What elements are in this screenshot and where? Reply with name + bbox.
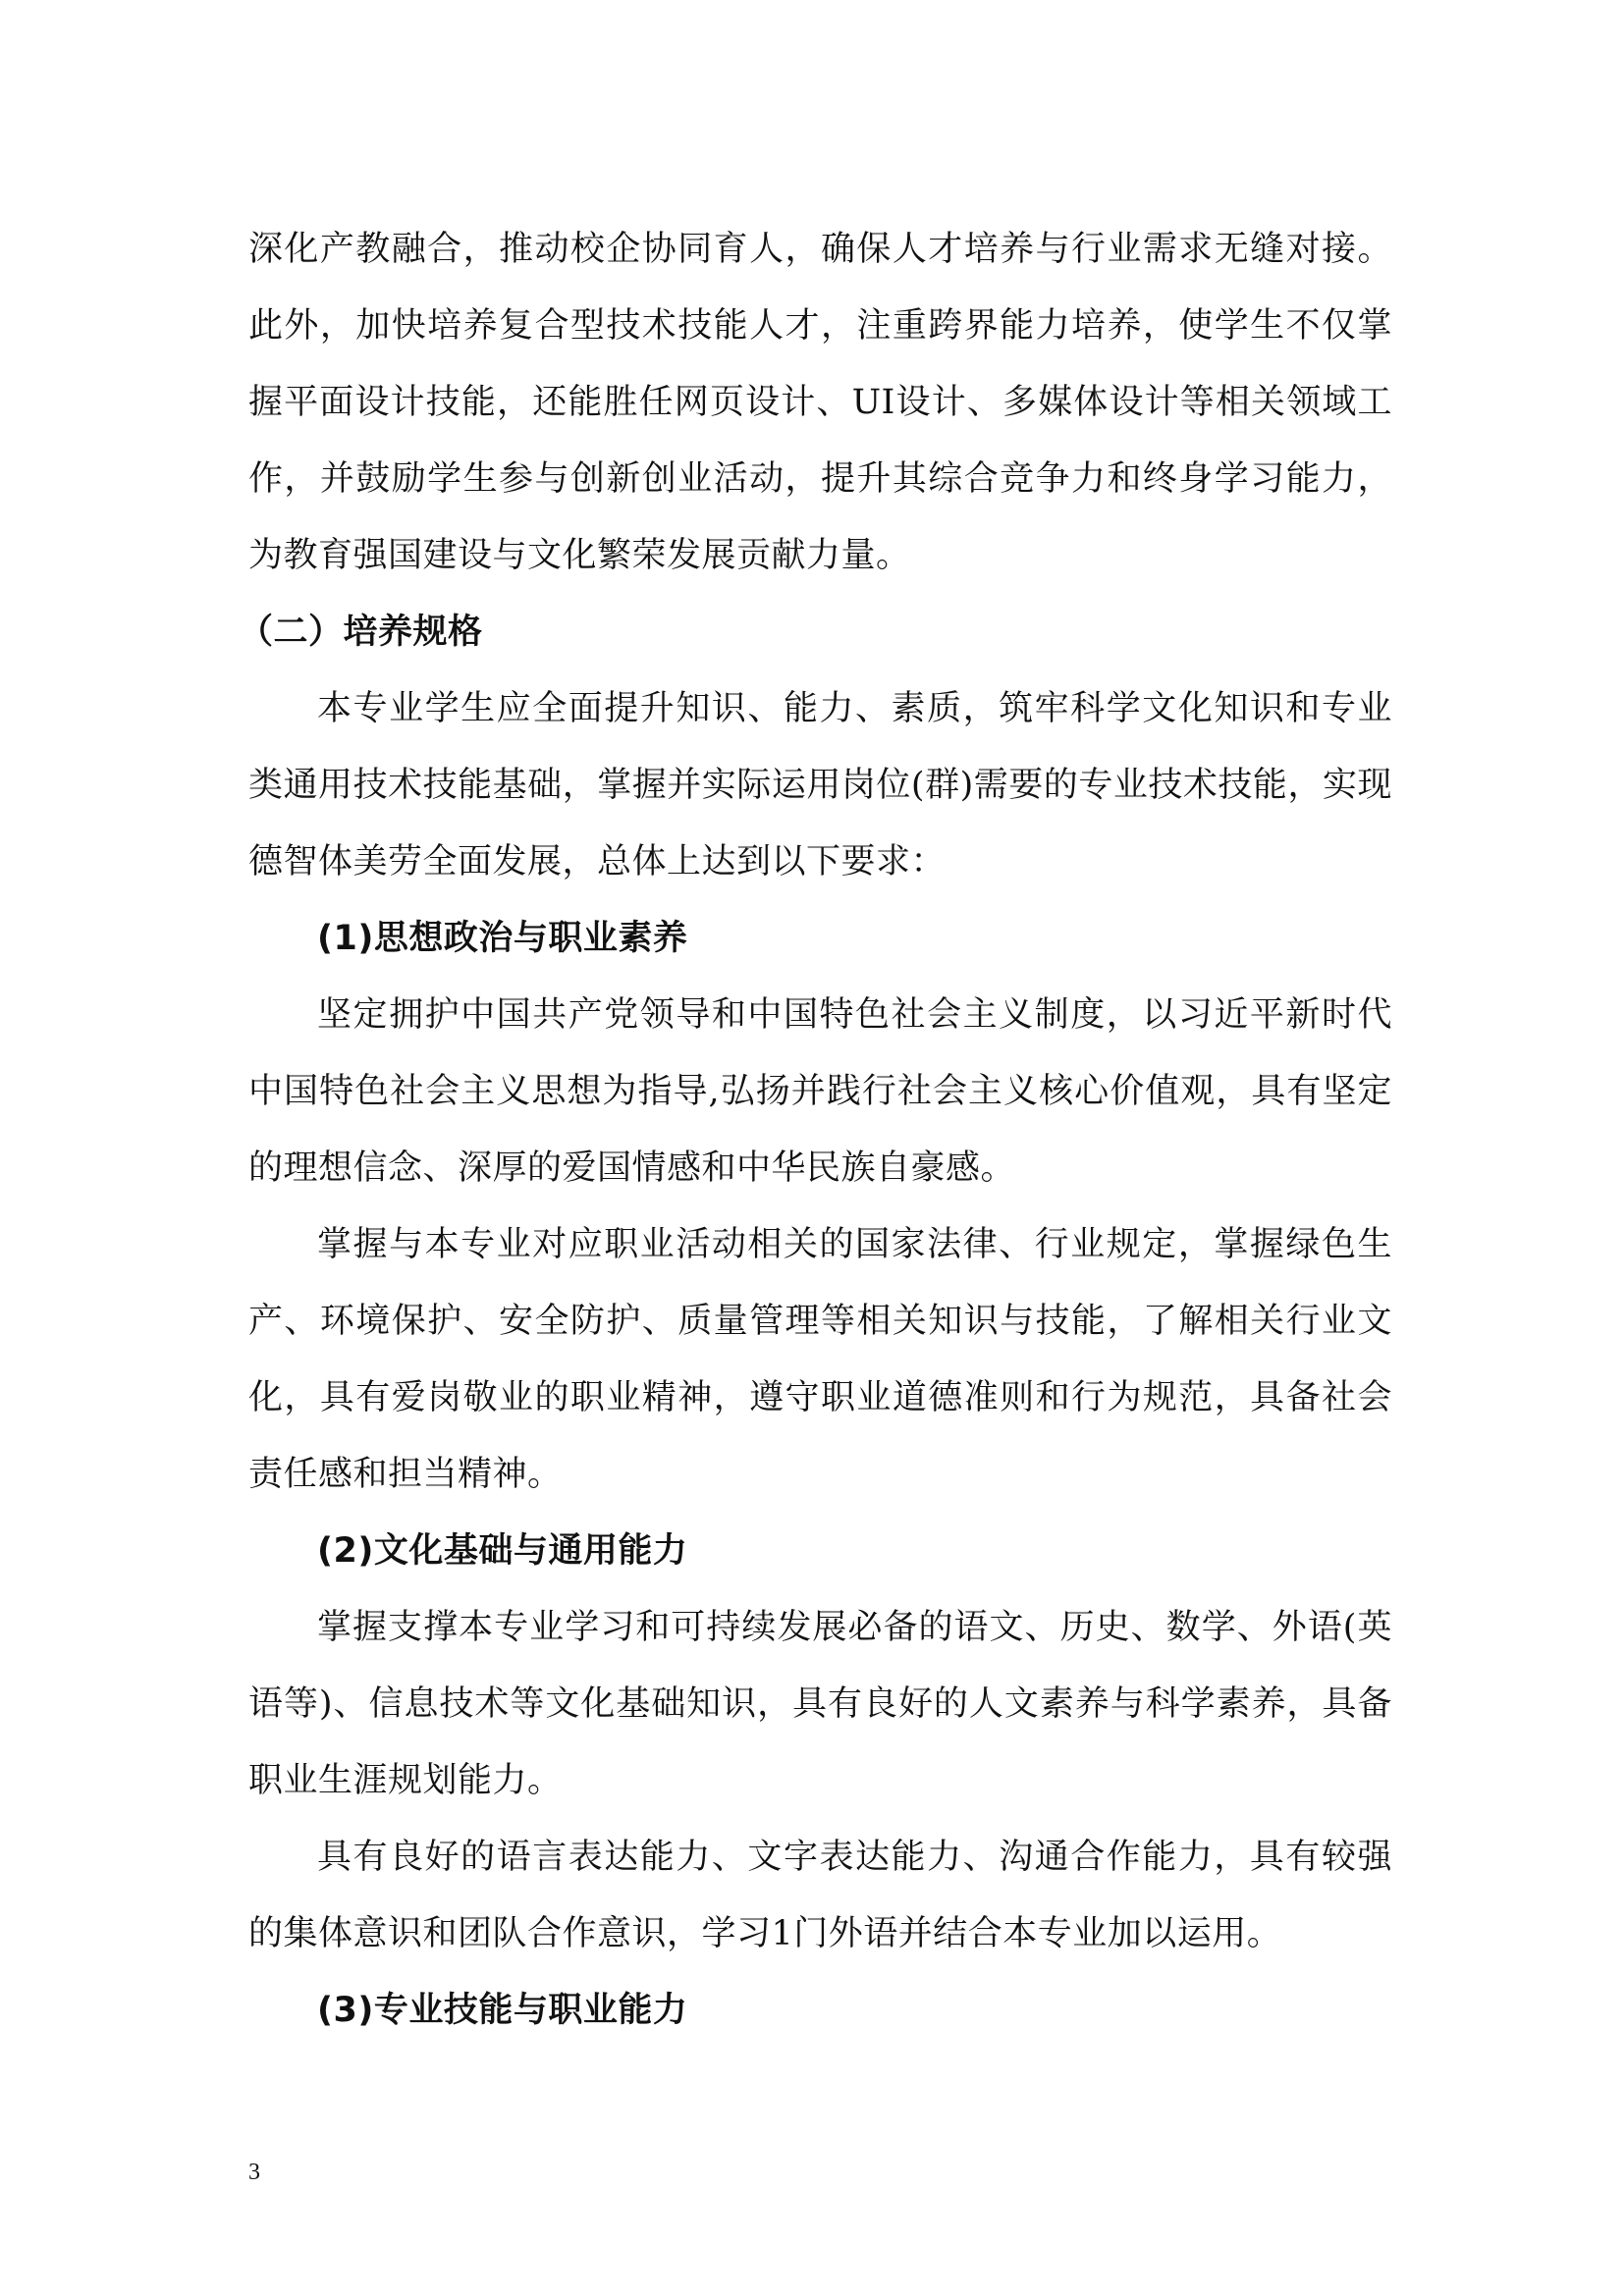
paragraph-culture-knowledge: 掌握支撑本专业学习和可持续发展必备的语文、历史、数学、外语(英语等)、信息技术等文化基础知识，具有良好的人文素养与科学素养，具备职业生涯规划能力。: [248, 1608, 1392, 1800]
page-content: [239, 211, 1392, 2049]
subheading-culture-general-ability: (2)文化基础与通用能力: [317, 1531, 688, 1571]
paragraph-integration: 深化产教融合，推动校企协同育人，确保人才培养与行业需求无缝对接。此外，加快培养复合型技术技能人才，注重跨界能力培养，使学生不仅掌握平面设计技能，还能胜任网页设计、UI设计、多媒体设计等相关领域工作，并鼓励学生参与创新创业活动，提升其综合竞争力和终身学习能力，为教育强国建设与文化繁荣发展贡献力量。: [248, 230, 1392, 575]
paragraph-communication-ability: 具有良好的语言表达能力、文字表达能力、沟通合作能力，具有较强的集体意识和团队合作意识，学习1门外语并结合本专业加以运用。: [248, 1838, 1392, 1953]
section-heading-training-specs: （二）培养规格: [239, 613, 483, 652]
paragraph-overall-requirements: 本专业学生应全面提升知识、能力、素质，筑牢科学文化知识和专业类通用技术技能基础，掌握并实际运用岗位(群)需要的专业技术技能，实现德智体美劳全面发展，总体上达到以下要求：: [248, 689, 1392, 881]
subheading-professional-skills: (3)专业技能与职业能力: [317, 1991, 688, 2030]
page-number: 3: [248, 2160, 260, 2185]
paragraph-ideology: 坚定拥护中国共产党领导和中国特色社会主义制度，以习近平新时代中国特色社会主义思想为指导,弘扬并践行社会主义核心价值观，具有坚定的理想信念、深厚的爱国情感和中华民族自豪感。: [248, 995, 1392, 1188]
subheading-ideology-professionalism: (1)思想政治与职业素养: [317, 919, 688, 958]
paragraph-professional-ethics: 掌握与本专业对应职业活动相关的国家法律、行业规定，掌握绿色生产、环境保护、安全防护、质量管理等相关知识与技能，了解相关行业文化，具有爱岗敬业的职业精神，遵守职业道德准则和行为规范，具备社会责任感和担当精神。: [248, 1225, 1392, 1494]
